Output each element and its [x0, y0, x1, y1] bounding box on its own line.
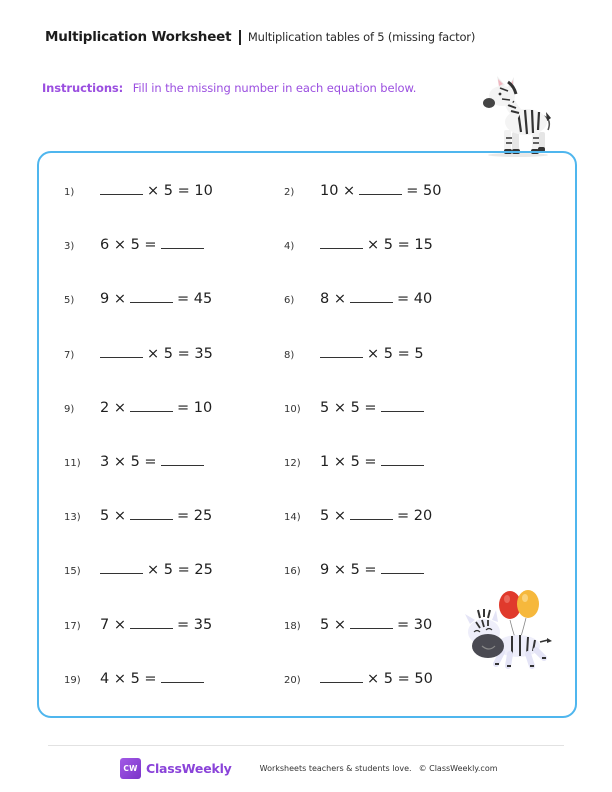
- equation-text: 9 ×: [100, 291, 126, 308]
- problem-item: [64, 508, 212, 524]
- equation: [100, 508, 212, 524]
- problem-number: 2): [284, 187, 295, 198]
- answer-blank[interactable]: [350, 302, 393, 303]
- footer-divider: [48, 745, 564, 746]
- equation-text: 5 ×: [320, 508, 346, 525]
- equation-text: = 35: [176, 616, 213, 633]
- problem-number: 8): [284, 349, 295, 361]
- equation-text: = 50: [406, 183, 442, 199]
- problem-number: 5): [64, 295, 75, 307]
- equation: [100, 562, 213, 578]
- problem-number: 19): [64, 674, 81, 686]
- equation: [320, 562, 424, 578]
- answer-blank[interactable]: [161, 682, 204, 683]
- equation-text: 9 × 5 =: [320, 562, 377, 579]
- equation: [320, 508, 432, 524]
- equation: [320, 400, 424, 416]
- equation-text: 10 ×: [320, 183, 356, 199]
- problem-item: [284, 454, 424, 470]
- answer-blank[interactable]: [350, 628, 393, 629]
- instructions: [42, 81, 416, 95]
- equation: [320, 617, 432, 633]
- equation-text: × 5 = 5: [367, 345, 424, 362]
- problem-item: [284, 400, 424, 416]
- classweekly-logo-icon: CW: [120, 758, 141, 779]
- problem-item: [64, 617, 212, 633]
- problem-number: 20): [284, 674, 301, 686]
- problem-number: 13): [64, 512, 81, 524]
- problem-item: [64, 562, 213, 578]
- equation: [100, 454, 204, 470]
- instructions-text: Fill in the missing number in each equation below.: [132, 81, 417, 95]
- problem-number: 3): [64, 241, 75, 253]
- answer-blank[interactable]: [130, 411, 173, 412]
- equation-text: 4 × 5 =: [100, 670, 157, 687]
- answer-blank[interactable]: [381, 573, 424, 574]
- equation-text: 5 ×: [100, 508, 126, 525]
- equation: [100, 400, 212, 416]
- equation-text: × 5 = 10: [147, 183, 213, 199]
- problem-number: 6): [284, 295, 295, 307]
- problem-number: 15): [64, 566, 81, 578]
- problem-item: [64, 671, 204, 687]
- problem-number: 9): [64, 403, 75, 415]
- problem-item: [64, 291, 212, 307]
- problem-number: 10): [284, 403, 301, 415]
- equation: [320, 237, 433, 253]
- equation: [100, 291, 212, 307]
- answer-blank[interactable]: [161, 465, 204, 466]
- problem-item: [64, 346, 213, 362]
- worksheet-header: [45, 29, 475, 45]
- answer-blank[interactable]: [350, 519, 393, 520]
- answer-blank[interactable]: [100, 357, 143, 358]
- equation-text: 3 × 5 =: [100, 454, 157, 470]
- problem-item: [284, 183, 441, 199]
- equation-text: × 5 = 50: [367, 670, 433, 687]
- problem-item: [64, 237, 204, 253]
- answer-blank[interactable]: [381, 465, 424, 466]
- equation-text: 5 × 5 =: [320, 399, 377, 416]
- brand-name: ClassWeekly: [146, 761, 232, 776]
- title-divider: [239, 30, 241, 45]
- equation: [100, 346, 213, 362]
- footer-tagline: Worksheets teachers & students love.: [259, 764, 412, 773]
- zebra-icon: [478, 72, 558, 158]
- answer-blank[interactable]: [320, 357, 363, 358]
- problem-number: 18): [284, 620, 301, 632]
- problem-number: 1): [64, 187, 75, 198]
- problem-number: 12): [284, 458, 301, 469]
- equation-text: 6 × 5 =: [100, 237, 157, 254]
- equation-text: = 40: [396, 291, 433, 308]
- equation: [320, 454, 424, 470]
- problem-number: 14): [284, 512, 301, 524]
- problem-item: [284, 508, 432, 524]
- problem-number: 17): [64, 620, 81, 632]
- problem-item: [284, 237, 433, 253]
- equation: [100, 617, 212, 633]
- problem-item: [284, 671, 433, 687]
- equation-text: × 5 = 35: [147, 345, 213, 362]
- problem-item: [64, 454, 204, 470]
- equation-text: = 25: [176, 508, 213, 525]
- equation: [100, 671, 204, 687]
- equation: [320, 291, 432, 307]
- answer-blank[interactable]: [320, 682, 363, 683]
- equation-text: 8 ×: [320, 291, 346, 308]
- equation: [100, 183, 213, 199]
- equation-text: 5 ×: [320, 616, 346, 633]
- problem-item: [284, 617, 432, 633]
- problem-number: 7): [64, 349, 75, 361]
- footer-copyright: © ClassWeekly.com: [418, 764, 498, 773]
- equation-text: = 45: [176, 291, 213, 308]
- footer: [120, 758, 498, 779]
- equation: [320, 671, 433, 687]
- equation: [320, 346, 424, 362]
- problem-item: [64, 400, 212, 416]
- equation-text: = 10: [176, 399, 213, 416]
- problem-item: [284, 346, 424, 362]
- answer-blank[interactable]: [320, 248, 363, 249]
- equation-text: = 30: [396, 616, 433, 633]
- instructions-label: Instructions:: [42, 81, 124, 95]
- answer-blank[interactable]: [130, 628, 173, 629]
- answer-blank[interactable]: [130, 519, 173, 520]
- problem-number: 4): [284, 241, 295, 253]
- answer-blank[interactable]: [100, 573, 143, 574]
- equation-text: 7 ×: [100, 616, 126, 633]
- answer-blank[interactable]: [381, 411, 424, 412]
- equation-text: = 20: [396, 508, 433, 525]
- problem-number: 11): [64, 458, 81, 469]
- equation-text: 1 × 5 =: [320, 454, 377, 470]
- equation-text: × 5 = 15: [367, 237, 433, 254]
- answer-blank[interactable]: [130, 302, 173, 303]
- answer-blank[interactable]: [359, 194, 402, 195]
- answer-blank[interactable]: [161, 248, 204, 249]
- page-subtitle: Multiplication tables of 5 (missing factor): [247, 30, 476, 44]
- equation-text: × 5 = 25: [147, 562, 213, 579]
- problem-item: [284, 562, 424, 578]
- equation-text: 2 ×: [100, 399, 126, 416]
- problem-item: [284, 291, 432, 307]
- answer-blank[interactable]: [100, 194, 143, 195]
- equation: [320, 183, 441, 199]
- zebra-with-balloons-icon: [462, 584, 562, 670]
- equation: [100, 237, 204, 253]
- problem-number: 16): [284, 566, 301, 578]
- problem-item: [64, 183, 213, 199]
- page-title: Multiplication Worksheet: [45, 29, 232, 45]
